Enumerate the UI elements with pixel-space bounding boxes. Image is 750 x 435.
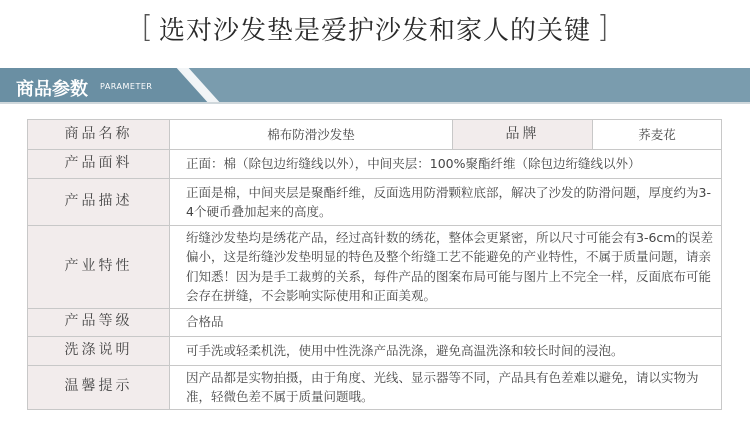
row-value: 棉布防滑沙发垫 bbox=[170, 120, 453, 150]
row-value: 可手洗或轻柔机洗，使用中性洗涤产品洗涤，避免高温洗涤和较长时间的浸泡。 bbox=[170, 336, 722, 365]
row-value-brand: 荞麦花 bbox=[592, 120, 721, 150]
section-banner bbox=[0, 68, 750, 102]
headline-open-bracket: [ bbox=[141, 10, 153, 45]
row-label: 产品描述 bbox=[28, 179, 170, 226]
row-value: 因产品都是实物拍摄，由于角度、光线、显示器等不同，产品具有色差难以避免，请以实物为准，轻微色差不属于质量问题哦。 bbox=[170, 365, 722, 409]
banner-underline bbox=[0, 102, 750, 104]
row-value: 合格品 bbox=[170, 308, 722, 336]
parameter-table bbox=[27, 119, 722, 410]
row-label: 洗涤说明 bbox=[28, 336, 170, 365]
table-row bbox=[28, 150, 722, 179]
headline-close-bracket: ] bbox=[597, 10, 609, 45]
table-row bbox=[28, 336, 722, 365]
table-row bbox=[28, 365, 722, 409]
headline bbox=[0, 6, 750, 50]
headline-text: 选对沙发垫是爱护沙发和家人的关键 bbox=[158, 15, 591, 46]
row-label-brand: 品牌 bbox=[452, 120, 592, 150]
row-label: 商品名称 bbox=[28, 120, 170, 150]
row-label: 温馨提示 bbox=[28, 365, 170, 409]
row-value: 绗缝沙发垫均是绣花产品，经过高针数的绣花，整体会更紧密，所以尺寸可能会有3-6cm的误差偏小，这是绗缝沙发垫明显的特色及整个绗缝工艺不能避免的产业特性，不属于质量问题，请亲们知悉！因为是手工裁剪的关系，每件产品的图案布局可能与图片上不完全一样，反面底布可能会存在拼缝，不会影响实际使用和正面美观。 bbox=[170, 226, 722, 309]
row-label: 产品等级 bbox=[28, 308, 170, 336]
banner-subtitle: PARAMETER bbox=[100, 82, 153, 91]
row-value: 正面是棉，中间夹层是聚酯纤维，反面选用防滑颗粒底部，解决了沙发的防滑问题，厚度约为3-4个硬币叠加起来的高度。 bbox=[170, 179, 722, 226]
table-row bbox=[28, 226, 722, 309]
table-row bbox=[28, 308, 722, 336]
table-row bbox=[28, 120, 722, 150]
banner-title: 商品参数 bbox=[16, 79, 88, 100]
row-value: 正面：棉（除包边绗缝线以外），中间夹层：100%聚酯纤维（除包边绗缝线以外） bbox=[170, 150, 722, 179]
table-row bbox=[28, 179, 722, 226]
row-label: 产业特性 bbox=[28, 226, 170, 309]
row-label: 产品面料 bbox=[28, 150, 170, 179]
